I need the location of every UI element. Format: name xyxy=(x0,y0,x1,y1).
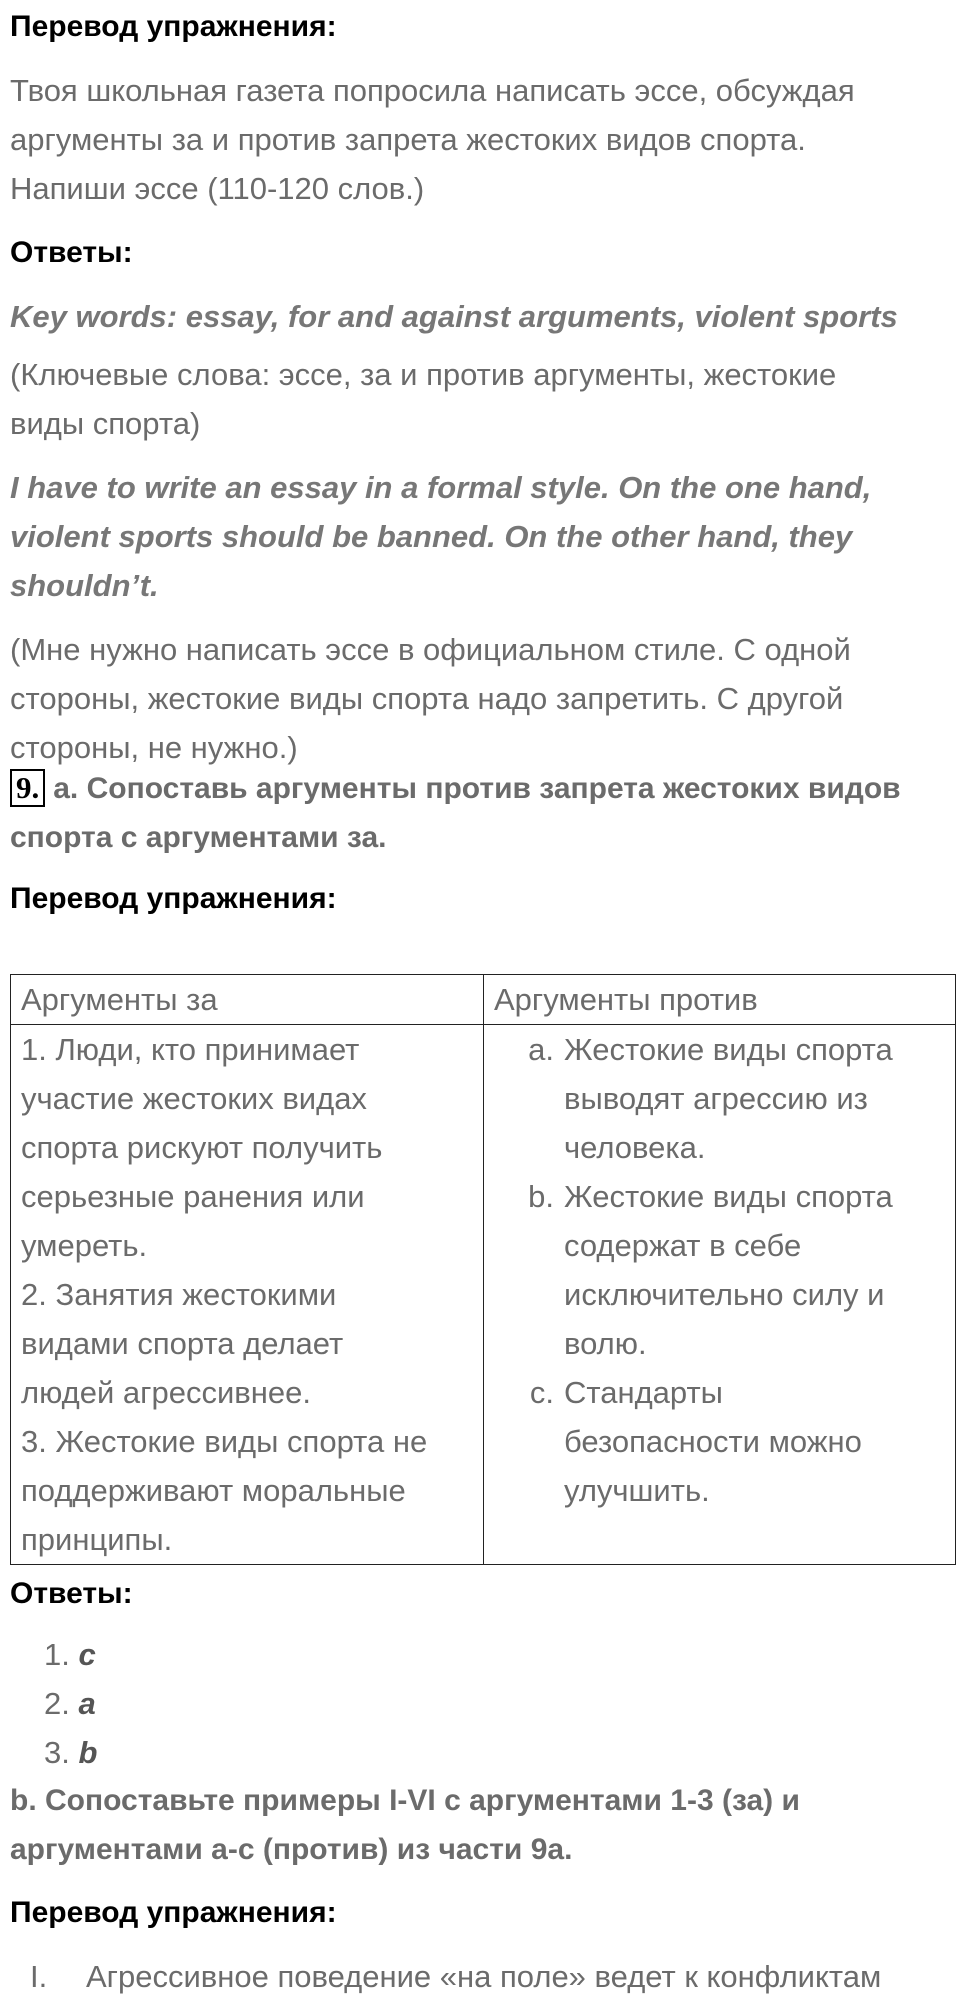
task-number-box: 9. xyxy=(10,769,45,807)
task-9a: 9. a. Сопоставь аргументы против запрета жестоких видов спорта с аргументами за. xyxy=(10,770,901,854)
translation-text: Твоя школьная газета попросила написать эссе, обсуждая аргументы за и против запрета жестоких видов спорта. Напиши эссе (110-120 слов.) xyxy=(10,73,855,206)
header-against: Аргументы против xyxy=(484,975,956,1025)
header-for: Аргументы за xyxy=(11,975,484,1025)
roman-list-item: I. Агрессивное поведение «на поле» ведет к конфликтам xyxy=(30,1959,882,1994)
keywords-text: Key words: essay, for and against arguments, violent sports xyxy=(10,299,898,334)
answers-list xyxy=(10,1630,950,1777)
list-item: 2. a xyxy=(44,1686,96,1721)
translation-heading: Перевод упражнения: xyxy=(10,10,337,43)
table-header-row xyxy=(11,975,956,1025)
against-item-c: c. Стандарты безопасности можно улучшить. xyxy=(529,1375,862,1508)
table-row xyxy=(11,1025,956,1565)
list-item: 3. b xyxy=(44,1735,98,1770)
translation-heading-9b: Перевод упражнения: xyxy=(10,1896,337,1929)
translation-heading-9a: Перевод упражнения: xyxy=(10,882,337,915)
against-item-b: b. Жестокие виды спорта содержат в себе исключительно силу и волю. xyxy=(528,1179,893,1361)
arguments-table xyxy=(10,974,956,1565)
against-arguments-cell xyxy=(484,1025,956,1565)
answer-translation: (Мне нужно написать эссе в официальном стиле. С одной стороны, жестокие виды спорта надо запретить. С другой стороны, не нужно.) xyxy=(10,632,851,765)
answers-heading-9a: Ответы: xyxy=(10,1577,133,1610)
answer-text: I have to write an essay in a formal style. On the one hand, violent sports should be banned. On the other hand, they shouldn’t. xyxy=(10,470,872,603)
list-item: 1. c xyxy=(44,1637,96,1672)
task-9b: b. Сопоставьте примеры I-VI с аргументами 1-3 (за) и аргументами a-c (против) из части 9a. xyxy=(10,1784,800,1866)
for-arguments-cell: 1. Люди, кто принимает участие жестоких видах спорта рискуют получить серьезные ранения или умереть. 2. Занятия жестокими видами спорта делает людей агрессивнее. 3. Жестокие виды спорта не поддерживают моральные принципы. xyxy=(11,1025,484,1565)
against-item-a: a. Жестокие виды спорта выводят агрессию из человека. xyxy=(528,1032,893,1165)
answers-heading: Ответы: xyxy=(10,236,133,269)
keywords-translation: (Ключевые слова: эссе, за и против аргументы, жестокие виды спорта) xyxy=(10,357,837,441)
